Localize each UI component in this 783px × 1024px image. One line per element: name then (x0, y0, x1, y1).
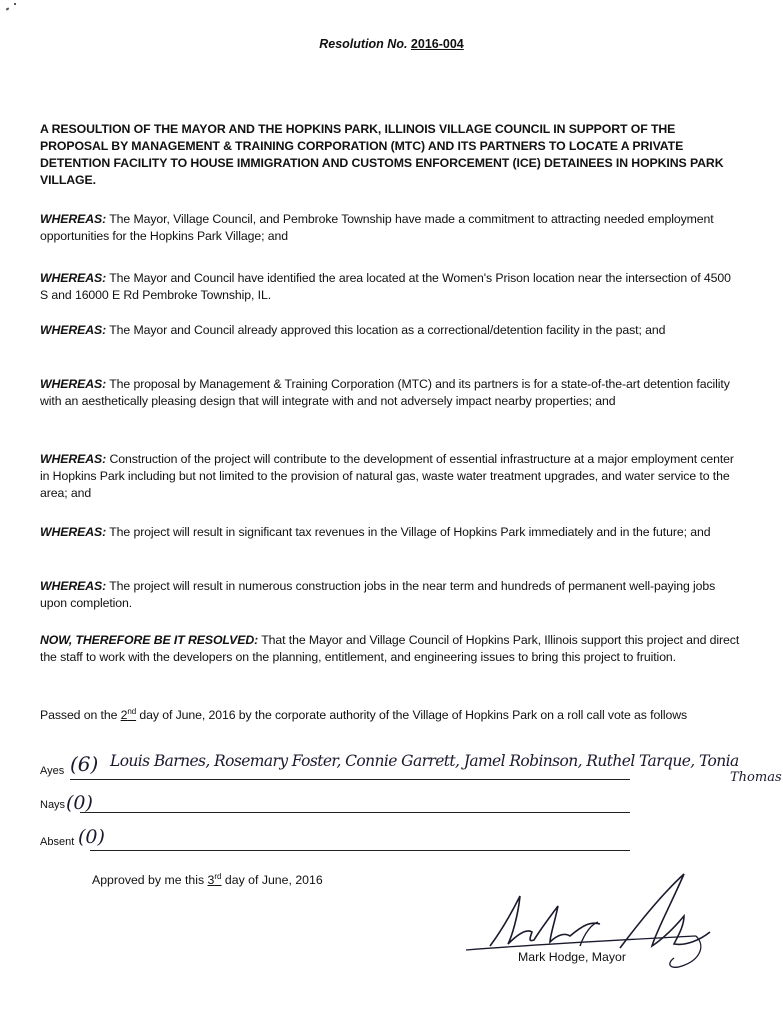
ayes-names-cont: Thomas (730, 770, 782, 785)
nays-label: Nays (40, 799, 66, 811)
clause-7 (40, 578, 740, 612)
resolution-title: A RESOULTION OF THE MAYOR AND THE HOPKINS PARK, ILLINOIS VILLAGE COUNCIL IN SUPPORT OF THE PROPOSAL BY MANAGEMENT & TRAINING CORPORATION (MTC) AND ITS PARTNERS TO LOCATE A PRIVATE DETENTION FACILITY TO HOUSE IMMIGRATION AND CUSTOMS ENFORCEMENT (ICE) DETAINEES IN HOPKINS PARK VILLAGE. (40, 122, 724, 187)
clause-1 (40, 211, 740, 245)
resolution-header (0, 37, 783, 51)
nays-line (80, 812, 630, 813)
approved-day (208, 873, 222, 887)
clause-lead: WHEREAS: (40, 323, 107, 337)
clause-lead: WHEREAS: (40, 579, 107, 593)
clause-text: That the Mayor and Village Council of Hopkins Park, Illinois support this project and direct the staff to work with the developers on the planning, entitlement, and engineering issues to bring this project to fruition. (40, 633, 740, 664)
clause-text: The Mayor, Village Council, and Pembroke Township have made a commitment to attracting needed employment opportunities for the Hopkins Park Village; and (40, 212, 714, 243)
absent-count: (0) (78, 826, 105, 848)
approved-day-suffix: rd (214, 871, 222, 881)
clause-text: The Mayor and Council already approved this location as a correctional/detention facility in the past; and (106, 323, 666, 337)
clause-lead: WHEREAS: (40, 271, 107, 285)
clause-lead: WHEREAS: (40, 212, 107, 226)
clause-resolved (40, 632, 740, 666)
clause-lead: NOW, THEREFORE BE IT RESOLVED: (40, 633, 259, 647)
passed-day-number: 2 (120, 708, 128, 722)
scan-speck (6, 7, 10, 10)
absent-label: Absent (40, 836, 75, 848)
absent-line (90, 850, 630, 851)
clause-lead: WHEREAS: (40, 377, 107, 391)
passed-suffix: day of June, 2016 by the corporate authority of the Village of Hopkins Park on a roll call vote as follows (136, 708, 688, 722)
nays-count: (0) (66, 792, 93, 814)
ayes-label: Ayes (40, 765, 65, 777)
approved-suffix: day of June, 2016 (221, 873, 323, 887)
ayes-count: (6) (70, 752, 99, 776)
passed-day (121, 708, 136, 722)
resolution-label: Resolution No. (319, 37, 408, 51)
clause-3 (40, 322, 740, 339)
passed-prefix: Passed on the (40, 708, 121, 722)
clause-text: The Mayor and Council have identified the area located at the Women's Prison location near the intersection of 4500 S and 16000 E Rd Pembroke Township, IL. (40, 271, 731, 302)
ayes-names: Louis Barnes, Rosemary Foster, Connie Garrett, Jamel Robinson, Ruthel Tarque, Tonia (110, 752, 739, 770)
clause-text: The project will result in significant tax revenues in the Village of Hopkins Park immediately and in the future; and (106, 525, 711, 539)
approved-prefix: Approved by me this (92, 873, 208, 887)
scan-speck (14, 3, 16, 5)
clause-2 (40, 270, 740, 304)
clause-lead: WHEREAS: (40, 452, 107, 466)
clause-text: The proposal by Management & Training Corporation (MTC) and its partners is for a state-of-the-art detention facility with an aesthetically pleasing design that will integrate with and not adversely impact nearby properties; and (40, 377, 730, 408)
clause-lead: WHEREAS: (40, 525, 107, 539)
clause-text: Construction of the project will contribute to the development of essential infrastructure at a major employment center in Hopkins Park including but not limited to the provision of natural gas, waste water treatment upgrades, and water service to the area; and (40, 452, 734, 500)
signer-name: Mark Hodge, Mayor (518, 950, 626, 964)
clause-text: The project will result in numerous construction jobs in the near term and hundreds of permanent well-paying jobs upon completion. (40, 579, 716, 610)
approved-statement (92, 873, 323, 887)
clause-5 (40, 451, 740, 502)
ayes-line (70, 779, 630, 780)
clause-6 (40, 524, 740, 541)
passed-statement (40, 707, 690, 724)
passed-day-suffix: nd (127, 706, 137, 716)
clause-4 (40, 376, 740, 410)
resolution-number: 2016-004 (410, 37, 464, 51)
approved-day-number: 3 (207, 873, 215, 887)
signature-text (500, 910, 508, 911)
